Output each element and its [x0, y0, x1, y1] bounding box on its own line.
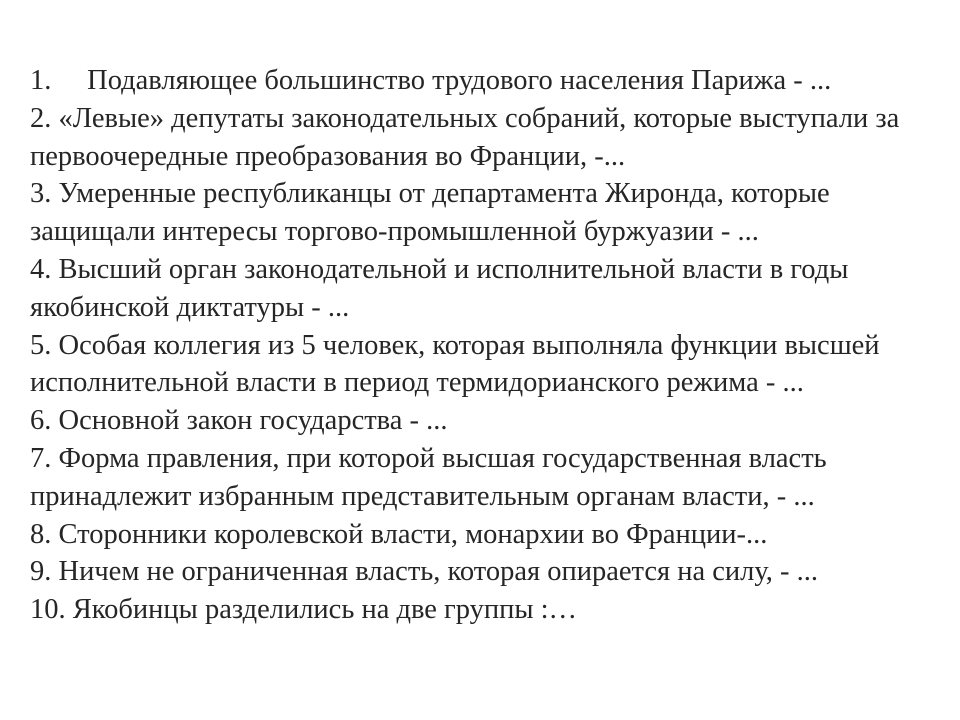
item-text: Ничем не ограниченная власть, которая опирается на силу, - ...: [58, 556, 819, 588]
item-text: Якобинцы разделились на две группы :…: [72, 594, 578, 626]
item-text: Основной закон государства - ...: [58, 405, 448, 437]
item-text: Подавляющее большинство трудового населения Парижа - ...: [87, 65, 832, 96]
list-item-3: [30, 175, 945, 251]
item-text: Особая коллегия из 5 человек, которая выполняла функции высшей исполнительной власти в период термидорианского режима - ...: [30, 329, 880, 399]
item-text: «Левые» депутаты законодательных собраний, которые выступали за первоочередные преобразования во Франции, -...: [30, 102, 900, 172]
item-text: Высший орган законодательной и исполнительной власти в годы якобинской диктатуры - ...: [30, 253, 849, 323]
item-number: 8.: [30, 518, 52, 550]
item-number: 4.: [30, 253, 52, 285]
list-item-8: [30, 516, 945, 554]
list-item-9: [30, 553, 945, 591]
item-text: Форма правления, при которой высшая государственная власть принадлежит избранным представительным органам власти, - ...: [30, 442, 827, 512]
list-item-7: [30, 440, 945, 516]
list-item-6: [30, 402, 945, 440]
item-number: 10.: [30, 594, 66, 626]
slide-text-body: [30, 62, 945, 629]
item-number: 2.: [30, 102, 52, 134]
list-item-5: [30, 327, 945, 403]
item-number: 6.: [30, 405, 52, 437]
list-item-10: [30, 591, 945, 629]
list-item-1: [30, 62, 945, 100]
item-number: 3.: [30, 178, 52, 210]
item-text: Сторонники королевской власти, монархии во Франции-...: [58, 518, 768, 550]
list-item-2: [30, 100, 945, 176]
item-number: 7.: [30, 442, 52, 474]
item-number: 9.: [30, 556, 52, 588]
item-text: Умеренные республиканцы от департамента Жиронда, которые защищали интересы торгово-промышленной буржуазии - ...: [30, 178, 830, 248]
item-number: 5.: [30, 329, 52, 361]
item-number: 1.: [30, 65, 52, 96]
list-item-4: [30, 251, 945, 327]
